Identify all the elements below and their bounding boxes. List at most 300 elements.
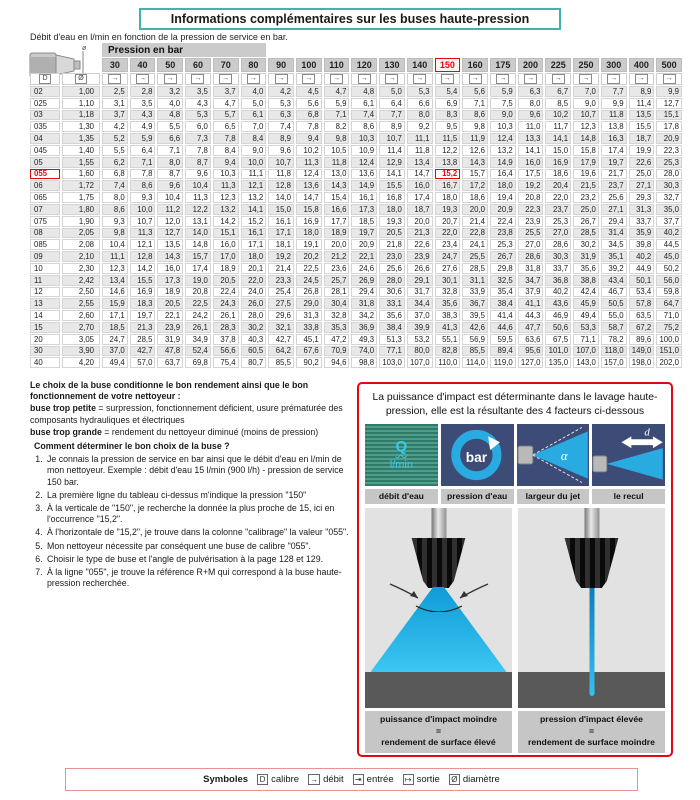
flow-value: 4,3 — [185, 98, 211, 109]
row-diameter: 2,50 — [62, 287, 100, 298]
thin-jet — [589, 588, 594, 696]
flow-value: 11,7 — [545, 121, 571, 132]
flow-value: 53,4 — [629, 287, 655, 298]
flow-value: 4,0 — [241, 86, 267, 97]
flow-value: 21,5 — [573, 180, 599, 191]
flow-value: 8,3 — [435, 110, 461, 121]
pressure-header-500: 500 — [656, 58, 682, 72]
flow-value: 31,1 — [462, 275, 488, 286]
flow-value: 13,6 — [296, 180, 322, 191]
flow-value: 25,5 — [518, 228, 544, 239]
flow-value: 29,6 — [268, 310, 294, 321]
flow-value: 18,0 — [241, 251, 267, 262]
flow-value: 4,8 — [351, 86, 377, 97]
flow-value: 20,9 — [656, 133, 682, 144]
flow-value: 18,5 — [102, 322, 128, 333]
flow-value: 7,7 — [601, 86, 627, 97]
flow-value: 44,3 — [518, 310, 544, 321]
flow-value: 57,8 — [629, 298, 655, 309]
flow-value: 127,0 — [518, 357, 544, 368]
flow-value: 45,9 — [573, 298, 599, 309]
flow-value: 103,0 — [379, 357, 405, 368]
flow-value: 28,5 — [573, 228, 599, 239]
flow-value: 17,1 — [268, 228, 294, 239]
debit-icon: → — [607, 74, 620, 84]
flow-value: 6,3 — [518, 86, 544, 97]
flow-value: 21,4 — [268, 263, 294, 274]
wide-spray-caption: puissance d'impact moindre = rendement de surface élevé — [365, 711, 512, 753]
flow-value: 50,5 — [601, 298, 627, 309]
flow-value: 4,9 — [130, 121, 156, 132]
flow-value: 43,6 — [545, 298, 571, 309]
flow-value: 12,8 — [268, 180, 294, 191]
flow-value: 11,9 — [462, 133, 488, 144]
flow-value: 11,3 — [296, 157, 322, 168]
flow-value: 17,2 — [462, 180, 488, 191]
flow-value: 89,4 — [490, 346, 516, 357]
flow-value: 20,1 — [241, 263, 267, 274]
flow-value: 20,8 — [518, 192, 544, 203]
flow-value: 157,0 — [601, 357, 627, 368]
flow-value: 7,1 — [324, 110, 350, 121]
flow-value: 23,9 — [518, 216, 544, 227]
pressure-header-40: 40 — [130, 58, 156, 72]
flow-value: 42,6 — [462, 322, 488, 333]
flow-value: 3,1 — [102, 98, 128, 109]
flow-value: 28,1 — [324, 287, 350, 298]
pressure-header-160: 160 — [462, 58, 488, 72]
spacer — [573, 43, 599, 57]
flow-value: 46,7 — [601, 287, 627, 298]
flow-value: 23,0 — [379, 251, 405, 262]
row-diameter: 1,80 — [62, 204, 100, 215]
flow-value: 31,9 — [573, 251, 599, 262]
debit-icon: → — [496, 74, 509, 84]
flow-value: 11,3 — [213, 180, 239, 191]
flow-column-icon — [185, 73, 211, 85]
row-diameter: 2,60 — [62, 310, 100, 321]
flow-value: 24,0 — [241, 287, 267, 298]
flow-value: 3,7 — [102, 110, 128, 121]
flow-value: 9,4 — [213, 157, 239, 168]
advice-step-6: 6. Choisir le type de buse et l'angle de pulvérisation à la page 128 et 129. — [45, 554, 354, 565]
flow-value: 41,4 — [490, 310, 516, 321]
flow-value: 14,3 — [462, 157, 488, 168]
flow-value: 15,5 — [130, 275, 156, 286]
row-diameter: 1,60 — [62, 169, 100, 180]
flow-value: 107,0 — [407, 357, 433, 368]
row-calibre-10: 10 — [30, 263, 60, 274]
flow-value: 44,9 — [629, 263, 655, 274]
flow-value: 14,7 — [407, 169, 433, 180]
flow-value: 30,4 — [324, 298, 350, 309]
flow-value: 22,4 — [490, 216, 516, 227]
flow-value: 22,5 — [296, 263, 322, 274]
flow-value: 13,4 — [102, 275, 128, 286]
flow-value: 14,2 — [130, 263, 156, 274]
flow-value: 6,9 — [435, 98, 461, 109]
row-diameter: 2,08 — [62, 239, 100, 250]
flow-value: 44,6 — [490, 322, 516, 333]
flow-value: 7,4 — [102, 180, 128, 191]
flow-value: 22,3 — [518, 204, 544, 215]
flow-value: 5,6 — [462, 86, 488, 97]
flow-value: 20,9 — [490, 204, 516, 215]
advice-step-7: 7. À la ligne "055", je trouve la référence R+M qui correspond à la buse haute-pression recherchée. — [45, 567, 354, 589]
flow-value: 9,6 — [157, 180, 183, 191]
flow-value: 28,0 — [241, 310, 267, 321]
row-diameter: 1,75 — [62, 192, 100, 203]
pressure-gauge-icon — [441, 424, 514, 486]
flow-value: 18,6 — [545, 169, 571, 180]
flow-value: 14,9 — [490, 157, 516, 168]
row-calibre-15: 15 — [30, 322, 60, 333]
flow-value: 22,6 — [407, 239, 433, 250]
flow-value: 26,7 — [573, 216, 599, 227]
advice-step-3: 3. À la verticale de "150", je recherche la donnée la plus proche de 15, ici en l'occurrence "15,2". — [45, 503, 354, 525]
flow-value: 118,0 — [601, 346, 627, 357]
flow-value: 13,3 — [518, 133, 544, 144]
flow-value: 17,4 — [185, 263, 211, 274]
flow-value: 22,0 — [241, 275, 267, 286]
flow-value: 19,7 — [601, 157, 627, 168]
row-diameter: 1,55 — [62, 157, 100, 168]
debit-icon: → — [358, 74, 371, 84]
flow-value: 12,4 — [490, 133, 516, 144]
flow-value: 151,0 — [656, 346, 682, 357]
flow-value: 9,6 — [185, 169, 211, 180]
sortie-icon: ↦ — [403, 774, 414, 785]
flow-value: 27,1 — [629, 180, 655, 191]
flow-value: 9,6 — [518, 110, 544, 121]
flow-value: 32,8 — [324, 310, 350, 321]
spacer — [324, 43, 350, 57]
flow-value: 59,8 — [656, 287, 682, 298]
flow-value: 23,9 — [157, 322, 183, 333]
flow-value: 12,6 — [462, 145, 488, 156]
flow-column-icon — [407, 73, 433, 85]
flow-value: 198,0 — [629, 357, 655, 368]
flow-value: 45,1 — [296, 334, 322, 345]
flow-column-icon — [268, 73, 294, 85]
flow-value: 63,5 — [629, 310, 655, 321]
debit-icon: → — [469, 74, 482, 84]
flow-value: 12,3 — [102, 263, 128, 274]
flow-value: 7,7 — [379, 110, 405, 121]
flow-value: 15,4 — [324, 192, 350, 203]
flow-value: 63,6 — [518, 334, 544, 345]
flow-value: 13,2 — [213, 204, 239, 215]
flow-value: 4,7 — [213, 98, 239, 109]
flow-value: 27,6 — [435, 263, 461, 274]
flow-value: 5,3 — [407, 86, 433, 97]
flow-value: 89,6 — [629, 334, 655, 345]
flow-column-icon — [130, 73, 156, 85]
flow-value: 24,6 — [351, 263, 377, 274]
flow-value: 18,3 — [130, 298, 156, 309]
flow-value: 29,1 — [407, 275, 433, 286]
flow-value: 16,0 — [157, 263, 183, 274]
flow-value: 14,0 — [268, 192, 294, 203]
spacer — [30, 58, 60, 72]
flow-value: 119,0 — [490, 357, 516, 368]
row-calibre-075: 075 — [30, 216, 60, 227]
flow-value: 6,0 — [185, 121, 211, 132]
flow-value: 100,0 — [656, 334, 682, 345]
flow-value: 25,6 — [379, 263, 405, 274]
flow-value: 15,5 — [379, 180, 405, 191]
flow-value: 9,0 — [573, 98, 599, 109]
flow-value: 135,0 — [545, 357, 571, 368]
flow-value: 8,9 — [379, 121, 405, 132]
flow-value: 15,2 — [435, 169, 461, 180]
flow-value: 33,1 — [379, 298, 405, 309]
flow-column-icon — [379, 73, 405, 85]
flow-value: 10,3 — [213, 169, 239, 180]
flow-value: 10,0 — [130, 204, 156, 215]
spacer — [296, 43, 322, 57]
row-diameter: 2,10 — [62, 251, 100, 262]
flow-value: 10,4 — [157, 192, 183, 203]
flow-value: 37,9 — [518, 287, 544, 298]
flow-value: 28,0 — [656, 169, 682, 180]
flow-value: 11,8 — [601, 110, 627, 121]
flow-value: 19,3 — [379, 216, 405, 227]
row-diameter: 2,55 — [62, 298, 100, 309]
flow-value: 18,6 — [462, 192, 488, 203]
flow-value: 7,8 — [296, 121, 322, 132]
flow-value: 15,0 — [268, 204, 294, 215]
pressure-header-225: 225 — [545, 58, 571, 72]
flow-value: 107,0 — [573, 346, 599, 357]
flow-value: 8,9 — [268, 133, 294, 144]
flow-value: 8,4 — [213, 145, 239, 156]
flow-value: 24,3 — [213, 298, 239, 309]
flow-value: 16,9 — [130, 287, 156, 298]
flow-value: 25,3 — [656, 157, 682, 168]
advice-step-5: 5. Mon nettoyeur nécessite par conséquent une buse de calibre "055". — [45, 541, 354, 552]
spacer — [62, 43, 100, 57]
debit-icon: → — [275, 74, 288, 84]
flow-value: 8,0 — [407, 110, 433, 121]
flow-value: 5,5 — [102, 145, 128, 156]
flow-value: 17,8 — [656, 121, 682, 132]
row-calibre-09: 09 — [30, 251, 60, 262]
flow-value: 10,2 — [296, 145, 322, 156]
flow-value: 80,7 — [241, 357, 267, 368]
flow-value: 30,2 — [241, 322, 267, 333]
flow-value: 57,0 — [130, 357, 156, 368]
row-diameter: 1,18 — [62, 110, 100, 121]
flow-value: 34,2 — [351, 310, 377, 321]
flow-value: 19,0 — [185, 275, 211, 286]
flow-value: 14,7 — [296, 192, 322, 203]
row-calibre-05: 05 — [30, 157, 60, 168]
pressure-header-300: 300 — [601, 58, 627, 72]
flow-value: 6,1 — [351, 98, 377, 109]
flow-value: 37,0 — [407, 310, 433, 321]
flow-value: 67,2 — [629, 322, 655, 333]
flow-value: 33,8 — [296, 322, 322, 333]
advice-text — [30, 380, 354, 591]
flow-column-icon — [545, 73, 571, 85]
flow-value: 31,7 — [407, 287, 433, 298]
flow-value: 9,6 — [268, 145, 294, 156]
flow-value: 12,9 — [379, 157, 405, 168]
surface — [365, 672, 512, 708]
flow-column-icon — [157, 73, 183, 85]
flow-value: 41,3 — [435, 322, 461, 333]
flow-value: 7,8 — [130, 169, 156, 180]
wide-spray-diagram — [365, 508, 512, 708]
row-calibre-20: 20 — [30, 334, 60, 345]
flow-value: 17,1 — [102, 310, 128, 321]
flow-value: 9,8 — [462, 121, 488, 132]
flow-value: 20,5 — [379, 228, 405, 239]
pressure-header-100: 100 — [296, 58, 322, 72]
flow-value: 4,3 — [130, 110, 156, 121]
flow-value: 18,1 — [268, 239, 294, 250]
flow-value: 12,7 — [157, 228, 183, 239]
flow-value: 21,4 — [462, 216, 488, 227]
flow-value: 49,4 — [573, 310, 599, 321]
flow-value: 18,5 — [351, 216, 377, 227]
flow-value: 11,1 — [241, 169, 267, 180]
pressure-header-175: 175 — [490, 58, 516, 72]
flow-column-icon — [462, 73, 488, 85]
flow-value: 50,2 — [656, 263, 682, 274]
flow-value: 39,8 — [629, 239, 655, 250]
flow-value: 23,9 — [407, 251, 433, 262]
flow-value: 10,3 — [351, 133, 377, 144]
table-subtitle: Débit d'eau en l/min en fonction de la pression de service en bar. — [30, 32, 288, 42]
flow-value: 22,1 — [351, 251, 377, 262]
debit-icon: → — [413, 74, 426, 84]
pressure-header-110: 110 — [324, 58, 350, 72]
flow-value: 33,7 — [545, 263, 571, 274]
svg-text:ø: ø — [82, 45, 87, 52]
debit-icon: → — [385, 74, 398, 84]
flow-value: 5,9 — [324, 98, 350, 109]
flow-value: 16,9 — [545, 157, 571, 168]
flow-value: 23,7 — [601, 180, 627, 191]
flow-value: 25,4 — [268, 287, 294, 298]
flow-value: 15,5 — [629, 121, 655, 132]
flow-value: 9,3 — [130, 192, 156, 203]
flow-value: 70,9 — [324, 346, 350, 357]
row-calibre-065: 065 — [30, 192, 60, 203]
flow-value: 21,3 — [130, 322, 156, 333]
flow-value: 31,8 — [351, 298, 377, 309]
flow-value: 85,5 — [462, 346, 488, 357]
flow-value: 19,4 — [490, 192, 516, 203]
flow-value: 5,0 — [241, 98, 267, 109]
flow-value: 17,1 — [241, 239, 267, 250]
flow-value: 47,8 — [157, 346, 183, 357]
flow-value: 67,6 — [296, 346, 322, 357]
flow-value: 3,5 — [185, 86, 211, 97]
flow-value: 53,2 — [407, 334, 433, 345]
flow-value: 7,1 — [130, 157, 156, 168]
flow-value: 17,0 — [213, 251, 239, 262]
debit-icon: → — [579, 74, 592, 84]
flow-value: 38,3 — [435, 310, 461, 321]
row-diameter: 3,90 — [62, 346, 100, 357]
flow-value: 49,3 — [351, 334, 377, 345]
flow-value: 11,5 — [435, 133, 461, 144]
entree-icon: ⇥ — [353, 774, 364, 785]
flow-column-icon — [324, 73, 350, 85]
flow-value: 8,6 — [130, 180, 156, 191]
flow-value: 18,9 — [157, 287, 183, 298]
flow-value: 7,8 — [213, 133, 239, 144]
flow-value: 47,2 — [324, 334, 350, 345]
row-calibre-11: 11 — [30, 275, 60, 286]
advice-small-nozzle: buse trop petite = surpression, fonctionnement déficient, usure prématurée des composants hydrauliques et électriques — [30, 403, 343, 425]
flow-value: 31,8 — [518, 263, 544, 274]
flow-value: 18,0 — [296, 228, 322, 239]
flow-column-icon — [490, 73, 516, 85]
flow-value: 30,3 — [656, 180, 682, 191]
flow-value: 36,9 — [351, 322, 377, 333]
flow-value: 30,6 — [379, 287, 405, 298]
recoil-icon — [592, 424, 665, 486]
flow-value: 11,8 — [324, 157, 350, 168]
flow-value: 5,9 — [490, 86, 516, 97]
flow-value: 4,8 — [157, 110, 183, 121]
flow-value: 27,0 — [545, 228, 571, 239]
row-calibre-055: 055 — [30, 169, 60, 180]
impact-panel — [357, 382, 673, 757]
flow-value: 10,7 — [573, 110, 599, 121]
flow-value: 20,2 — [296, 251, 322, 262]
flow-value: 8,7 — [157, 169, 183, 180]
flow-value: 10,7 — [130, 216, 156, 227]
symbol-debit: → débit — [310, 774, 344, 785]
spray-diagrams — [365, 508, 665, 708]
flow-value: 5,3 — [185, 110, 211, 121]
flow-value: 31,9 — [157, 334, 183, 345]
flow-value: 31,3 — [296, 310, 322, 321]
flow-value: 18,9 — [324, 228, 350, 239]
flow-value: 13,2 — [241, 192, 267, 203]
flow-value: 67,5 — [545, 334, 571, 345]
flow-value: 7,4 — [268, 121, 294, 132]
flow-value: 16,9 — [296, 216, 322, 227]
angle-arrows-icon — [374, 578, 504, 612]
flow-value: 35,6 — [379, 310, 405, 321]
flow-value: 20,9 — [351, 239, 377, 250]
flow-value: 15,8 — [573, 145, 599, 156]
flow-value: 14,1 — [518, 145, 544, 156]
flow-value: 55,1 — [435, 334, 461, 345]
flow-value: 19,2 — [268, 251, 294, 262]
debit-icon: → — [164, 74, 177, 84]
flow-value: 12,7 — [656, 98, 682, 109]
flow-value: 19,7 — [130, 310, 156, 321]
flow-value: 25,5 — [462, 251, 488, 262]
flow-value: 8,6 — [102, 204, 128, 215]
svg-text:α: α — [560, 448, 568, 463]
flow-value: 16,0 — [213, 239, 239, 250]
flow-value: 41,1 — [518, 298, 544, 309]
flow-value: 8,7 — [185, 157, 211, 168]
recoil-arrow-icon — [592, 424, 665, 486]
flow-value: 11,4 — [629, 98, 655, 109]
flow-value: 19,6 — [573, 169, 599, 180]
flow-value: 27,5 — [268, 298, 294, 309]
flow-value: 13,1 — [185, 216, 211, 227]
